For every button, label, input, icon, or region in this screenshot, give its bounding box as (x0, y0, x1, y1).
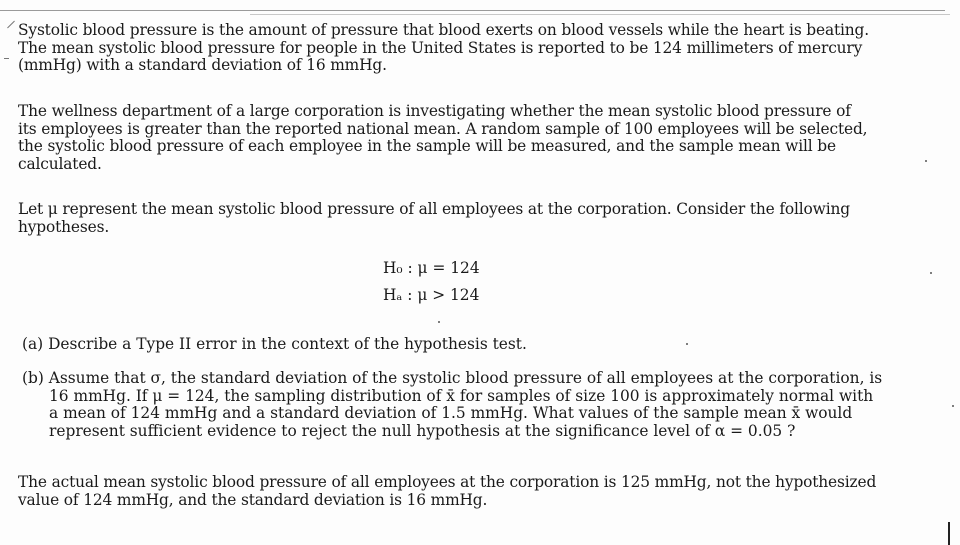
study-line: the systolic blood pressure of each employee in the sample will be measured, and the sample mean will be (18, 137, 836, 155)
question-b-line: a mean of 124 mmHg and a standard deviation of 1.5 mmHg. What values of the sample mean x̄ would (49, 404, 853, 422)
intro-line: (mmHg) with a standard deviation of 16 mmHg. (18, 56, 387, 74)
let-line: hypotheses. (18, 217, 110, 236)
scan-mark (4, 58, 9, 59)
study-line: calculated. (18, 154, 102, 173)
intro-line: Systolic blood pressure is the amount of pressure that blood exerts on blood vessels while the heart is beating. (18, 21, 870, 39)
scan-speck (438, 321, 440, 323)
study-paragraph (18, 103, 913, 173)
question-b-line: (b) Assume that σ, the standard deviation of the systolic blood pressure of all employees at the corporation, is (22, 369, 883, 387)
scan-speck (925, 160, 927, 162)
study-line: its employees is greater than the reported national mean. A random sample of 100 employees will be selected, (18, 119, 868, 138)
scan-speck (952, 405, 954, 407)
actual-paragraph (18, 474, 913, 509)
scan-speck (686, 343, 688, 345)
actual-line: The actual mean systolic blood pressure of all employees at the corporation is 125 mmHg, not the hypothesized (18, 473, 877, 491)
question-b-line: 16 mmHg. If μ = 124, the sampling distribution of x̄ for samples of size 100 is approximately normal with (49, 386, 874, 405)
intro-paragraph (18, 22, 913, 75)
actual-line: value of 124 mmHg, and the standard deviation is 16 mmHg. (18, 490, 488, 509)
let-paragraph (18, 201, 913, 236)
alternative-hypothesis: Hₐ : μ > 124 (383, 286, 480, 304)
null-hypothesis: H₀ : μ = 124 (383, 259, 480, 277)
let-line: Let μ represent the mean systolic blood pressure of all employees at the corporation. Consider the following (18, 200, 850, 218)
question-b-line: represent sufficient evidence to reject the null hypothesis at the significance level of α = 0.05 ? (49, 421, 796, 440)
page-edge-mark (948, 522, 950, 545)
scan-mark (7, 21, 15, 29)
question-a: (a) Describe a Type II error in the context of the hypothesis test. (22, 335, 527, 353)
top-rule (0, 10, 945, 11)
intro-line: The mean systolic blood pressure for people in the United States is reported to be 124 millimeters of mercury (18, 38, 863, 57)
question-b (22, 370, 882, 440)
study-line: The wellness department of a large corporation is investigating whether the mean systolic blood pressure of (18, 102, 851, 120)
scan-speck (930, 272, 932, 274)
top-rule-faint (250, 14, 950, 15)
